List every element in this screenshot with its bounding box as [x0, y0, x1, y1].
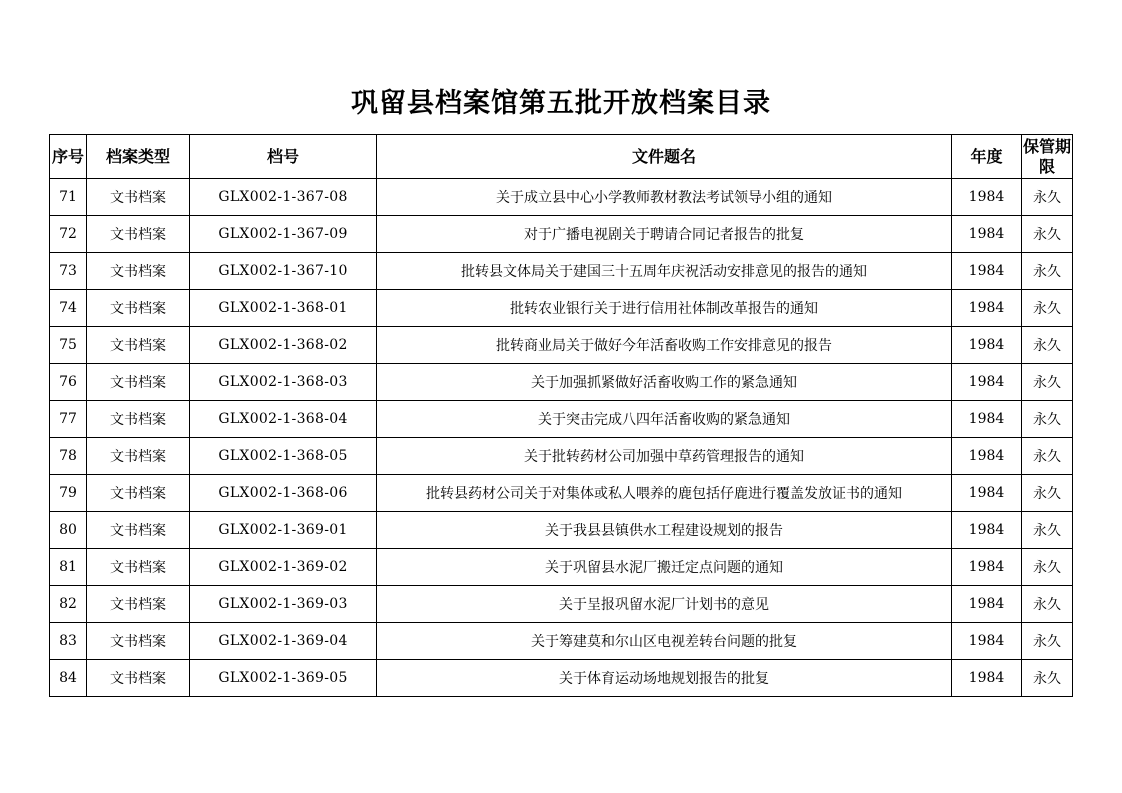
cell-archive-code: GLX002-1-369-02: [190, 549, 377, 586]
table-row: [50, 216, 1073, 253]
cell-document-title: 关于加强抓紧做好活畜收购工作的紧急通知: [377, 364, 952, 401]
cell-archive-code: GLX002-1-369-03: [190, 586, 377, 623]
cell-number: 82: [50, 586, 87, 623]
table-row: [50, 586, 1073, 623]
cell-retention-period: 永久: [1022, 586, 1073, 623]
cell-document-title: 批转农业银行关于进行信用社体制改革报告的通知: [377, 290, 952, 327]
cell-number: 75: [50, 327, 87, 364]
cell-retention-period: 永久: [1022, 623, 1073, 660]
page-title: 巩留县档案馆第五批开放档案目录: [351, 88, 771, 119]
cell-archive-type: 文书档案: [87, 512, 190, 549]
cell-archive-type: 文书档案: [87, 401, 190, 438]
cell-year: 1984: [952, 179, 1022, 216]
cell-document-title: 关于批转药材公司加强中草药管理报告的通知: [377, 438, 952, 475]
cell-number: 81: [50, 549, 87, 586]
cell-archive-code: GLX002-1-368-05: [190, 438, 377, 475]
cell-archive-code: GLX002-1-368-06: [190, 475, 377, 512]
cell-year: 1984: [952, 253, 1022, 290]
cell-year: 1984: [952, 216, 1022, 253]
cell-retention-period: 永久: [1022, 438, 1073, 475]
table-header-row: [50, 135, 1073, 179]
cell-number: 72: [50, 216, 87, 253]
cell-archive-code: GLX002-1-369-01: [190, 512, 377, 549]
table-row: [50, 327, 1073, 364]
cell-document-title: 关于体育运动场地规划报告的批复: [377, 660, 952, 697]
cell-retention-period: 永久: [1022, 216, 1073, 253]
cell-retention-period: 永久: [1022, 253, 1073, 290]
column-header-number: 序号: [50, 135, 87, 179]
cell-archive-code: GLX002-1-369-04: [190, 623, 377, 660]
cell-number: 77: [50, 401, 87, 438]
cell-retention-period: 永久: [1022, 327, 1073, 364]
cell-document-title: 关于筹建莫和尔山区电视差转台问题的批复: [377, 623, 952, 660]
cell-year: 1984: [952, 401, 1022, 438]
cell-retention-period: 永久: [1022, 512, 1073, 549]
cell-archive-type: 文书档案: [87, 586, 190, 623]
cell-year: 1984: [952, 475, 1022, 512]
cell-archive-type: 文书档案: [87, 364, 190, 401]
cell-year: 1984: [952, 327, 1022, 364]
cell-archive-type: 文书档案: [87, 549, 190, 586]
cell-number: 73: [50, 253, 87, 290]
cell-archive-type: 文书档案: [87, 623, 190, 660]
cell-number: 79: [50, 475, 87, 512]
table-row: [50, 512, 1073, 549]
cell-archive-code: GLX002-1-369-05: [190, 660, 377, 697]
table-row: [50, 253, 1073, 290]
cell-archive-type: 文书档案: [87, 290, 190, 327]
cell-archive-type: 文书档案: [87, 327, 190, 364]
cell-archive-code: GLX002-1-367-09: [190, 216, 377, 253]
cell-retention-period: 永久: [1022, 549, 1073, 586]
cell-number: 71: [50, 179, 87, 216]
table-row: [50, 475, 1073, 512]
cell-archive-type: 文书档案: [87, 179, 190, 216]
cell-retention-period: 永久: [1022, 290, 1073, 327]
cell-archive-code: GLX002-1-368-03: [190, 364, 377, 401]
cell-document-title: 批转县文体局关于建国三十五周年庆祝活动安排意见的报告的通知: [377, 253, 952, 290]
cell-archive-type: 文书档案: [87, 216, 190, 253]
cell-document-title: 批转商业局关于做好今年活畜收购工作安排意见的报告: [377, 327, 952, 364]
column-header-retention-period: 保管期限: [1022, 135, 1073, 179]
column-header-year: 年度: [952, 135, 1022, 179]
cell-year: 1984: [952, 438, 1022, 475]
cell-document-title: 关于呈报巩留水泥厂计划书的意见: [377, 586, 952, 623]
cell-year: 1984: [952, 364, 1022, 401]
cell-document-title: 关于巩留县水泥厂搬迁定点问题的通知: [377, 549, 952, 586]
cell-year: 1984: [952, 512, 1022, 549]
table-row: [50, 364, 1073, 401]
cell-year: 1984: [952, 290, 1022, 327]
cell-retention-period: 永久: [1022, 401, 1073, 438]
cell-number: 74: [50, 290, 87, 327]
cell-number: 78: [50, 438, 87, 475]
cell-year: 1984: [952, 549, 1022, 586]
cell-number: 84: [50, 660, 87, 697]
cell-document-title: 关于我县县镇供水工程建设规划的报告: [377, 512, 952, 549]
cell-document-title: 关于突击完成八四年活畜收购的紧急通知: [377, 401, 952, 438]
cell-year: 1984: [952, 586, 1022, 623]
cell-year: 1984: [952, 623, 1022, 660]
cell-retention-period: 永久: [1022, 475, 1073, 512]
cell-document-title: 关于成立县中心小学教师教材教法考试领导小组的通知: [377, 179, 952, 216]
cell-archive-code: GLX002-1-367-10: [190, 253, 377, 290]
cell-year: 1984: [952, 660, 1022, 697]
table-row: [50, 623, 1073, 660]
cell-archive-code: GLX002-1-368-01: [190, 290, 377, 327]
table-row: [50, 290, 1073, 327]
cell-number: 76: [50, 364, 87, 401]
cell-archive-code: GLX002-1-368-04: [190, 401, 377, 438]
cell-archive-code: GLX002-1-367-08: [190, 179, 377, 216]
cell-archive-code: GLX002-1-368-02: [190, 327, 377, 364]
archive-catalog-table: [49, 134, 1073, 697]
table-row: [50, 179, 1073, 216]
table-row: [50, 549, 1073, 586]
cell-archive-type: 文书档案: [87, 253, 190, 290]
cell-retention-period: 永久: [1022, 179, 1073, 216]
cell-archive-type: 文书档案: [87, 660, 190, 697]
cell-number: 83: [50, 623, 87, 660]
cell-retention-period: 永久: [1022, 660, 1073, 697]
table-row: [50, 660, 1073, 697]
column-header-archive-type: 档案类型: [87, 135, 190, 179]
cell-archive-type: 文书档案: [87, 475, 190, 512]
column-header-archive-code: 档号: [190, 135, 377, 179]
table-row: [50, 438, 1073, 475]
column-header-document-title: 文件题名: [377, 135, 952, 179]
cell-number: 80: [50, 512, 87, 549]
cell-archive-type: 文书档案: [87, 438, 190, 475]
table-row: [50, 401, 1073, 438]
cell-document-title: 批转县药材公司关于对集体或私人喂养的鹿包括仔鹿进行覆盖发放证书的通知: [377, 475, 952, 512]
cell-retention-period: 永久: [1022, 364, 1073, 401]
cell-document-title: 对于广播电视剧关于聘请合同记者报告的批复: [377, 216, 952, 253]
